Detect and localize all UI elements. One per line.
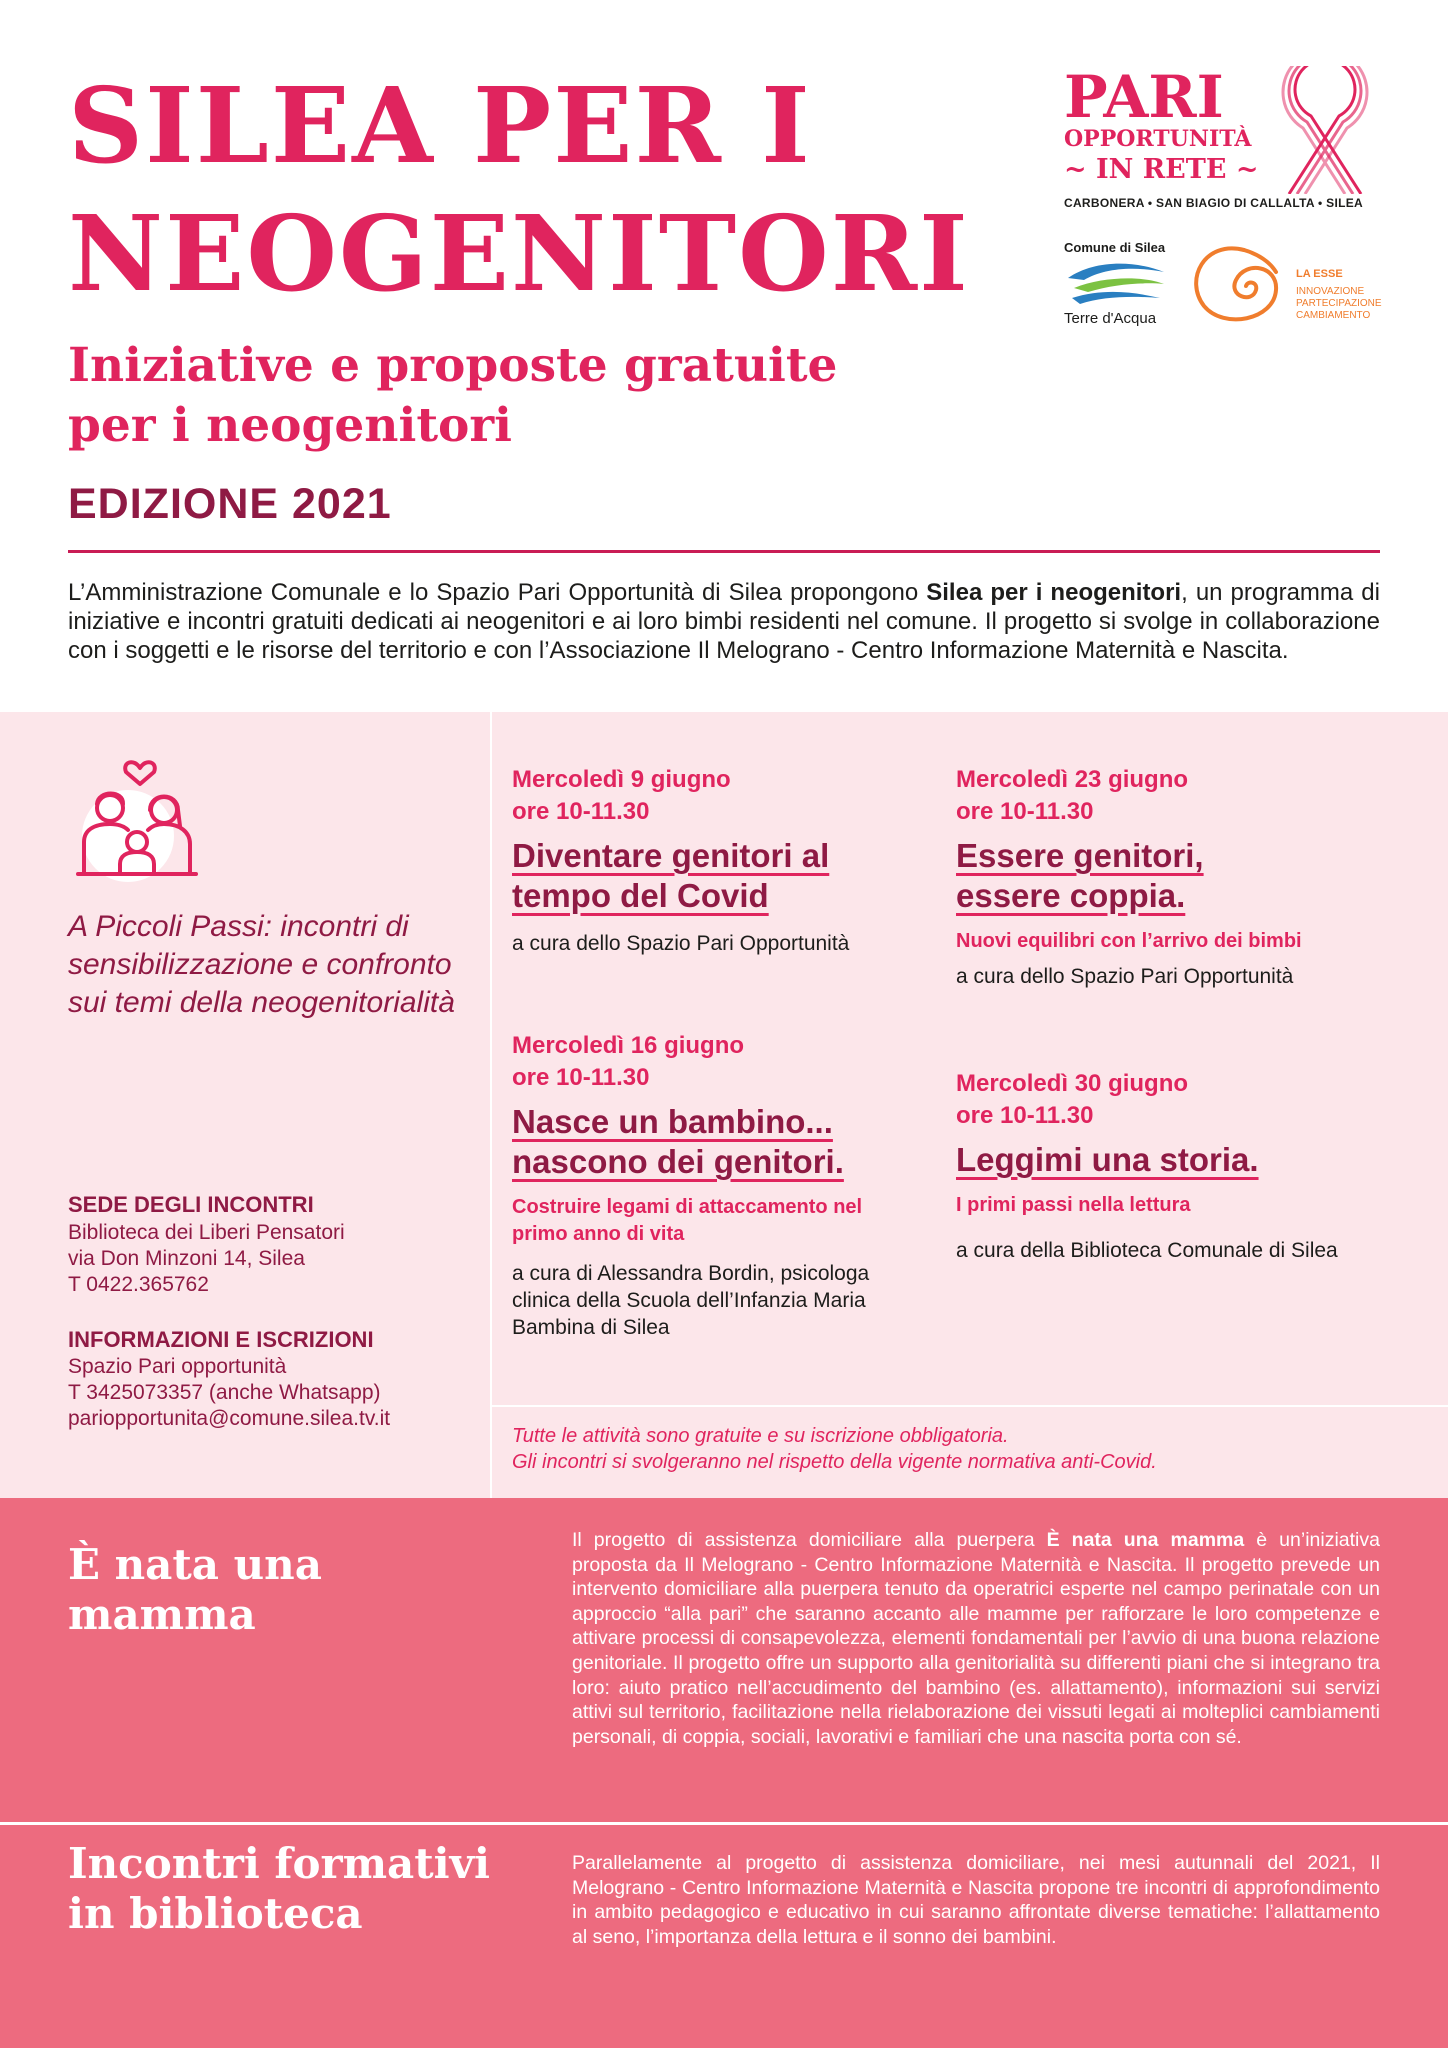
event-card xyxy=(956,1068,1376,1264)
event-time: ore 10-11.30 xyxy=(956,1102,1094,1129)
info-email-link[interactable]: pariopportunita@comune.silea.tv.it xyxy=(68,1407,391,1430)
event-organizer: a cura della Biblioteca Comunale di Silea xyxy=(956,1239,1338,1262)
event-card xyxy=(956,764,1376,990)
event-organizer: a cura dello Spazio Pari Opportunità xyxy=(956,965,1294,988)
terre-acqua-icon xyxy=(1064,258,1168,306)
event-date: Mercoledì 30 giugno xyxy=(956,1070,1189,1097)
event-time: ore 10-11.30 xyxy=(512,1064,650,1091)
event-title xyxy=(956,836,1376,916)
pari-word: PARI xyxy=(1064,63,1224,131)
note-line: Tutte le attività sono gratuite e su iscrizione obbligatoria. xyxy=(512,1425,1009,1447)
event-title-line: tempo del Covid xyxy=(512,877,769,914)
info-details xyxy=(68,1354,390,1432)
info-phone[interactable]: T 3425073357 (anche Whatsapp) xyxy=(68,1381,381,1404)
section-body: Parallelamente al progetto di assistenza domiciliare, nei mesi autunnali del 2021, Il Melograno - Centro Informazione Maternità e Nascita propone tre incontri di approfondimento in ambito pedagogico e educativo in cui saranno affrontate diverse tematiche: l’allattamento al seno, l’importanza della lettura e il sonno dei bambini. xyxy=(572,1852,1380,1948)
pari-opportunita-logo xyxy=(1064,63,1380,216)
event-organizer: a cura di Alessandra Bordin, psicologa clinica della Scuola dell’Infanzia Maria Bambina di Silea xyxy=(512,1262,870,1339)
event-date: Mercoledì 23 giugno xyxy=(956,766,1189,793)
event-date: Mercoledì 16 giugno xyxy=(512,1032,745,1059)
intro-text-before: L’Amministrazione Comunale e lo Spazio Pari Opportunità di Silea propongono xyxy=(68,579,927,606)
event-card xyxy=(512,1030,932,1341)
section-title xyxy=(68,1839,490,1939)
event-date: Mercoledì 9 giugno xyxy=(512,766,731,793)
page-subtitle xyxy=(68,336,837,456)
event-title-line: nascono dei genitori. xyxy=(512,1143,844,1180)
title-line-1: SILEA PER I xyxy=(68,64,812,187)
section-title-line: in biblioteca xyxy=(68,1889,363,1938)
event-title-line: Leggimi una storia. xyxy=(956,1141,1259,1178)
info-line: Spazio Pari opportunità xyxy=(68,1355,287,1378)
section-title xyxy=(68,1540,322,1640)
section-title-line: Incontri formativi xyxy=(68,1839,490,1888)
section-title-line: mamma xyxy=(68,1590,256,1639)
section-body-before: Il progetto di assistenza domiciliare alla puerpera xyxy=(572,1529,1047,1551)
event-title-line: Nasce un bambino... xyxy=(512,1103,833,1140)
event-title xyxy=(512,1102,932,1182)
event-title-line: Essere genitori, xyxy=(956,837,1204,874)
section-title-line: È nata una xyxy=(68,1540,322,1589)
section-incontri-biblioteca xyxy=(0,1825,1448,2048)
event-title-line: essere coppia. xyxy=(956,877,1186,914)
pari-opportunita-word: OPPORTUNITÀ xyxy=(1064,126,1252,152)
la-esse-logo xyxy=(1184,240,1384,330)
ribbon-icon xyxy=(1269,66,1381,194)
intro-paragraph xyxy=(68,578,1380,665)
subtitle-line-1: Iniziative e proposte gratuite xyxy=(68,338,838,393)
sede-line: Biblioteca dei Liberi Pensatori xyxy=(68,1221,345,1244)
pari-towns: CARBONERA • SAN BIAGIO DI CALLALTA • SILEA xyxy=(1064,196,1363,210)
event-title-line: Diventare genitori al xyxy=(512,837,830,874)
edition-label: EDIZIONE 2021 xyxy=(68,480,392,528)
section-body xyxy=(572,1528,1380,1749)
info-heading: INFORMAZIONI E ISCRIZIONI xyxy=(68,1327,374,1352)
esse-tagline: INNOVAZIONE PARTECIPAZIONE CAMBIAMENTO xyxy=(1296,286,1382,321)
pari-in-rete-word: ~ IN RETE ~ xyxy=(1064,154,1259,185)
event-time: ore 10-11.30 xyxy=(512,798,650,825)
event-card xyxy=(512,764,932,957)
esse-name: LA ESSE xyxy=(1296,268,1343,280)
family-heart-icon xyxy=(68,754,198,884)
spiral-icon xyxy=(1184,240,1292,326)
event-title xyxy=(512,836,932,916)
comune-silea-logo xyxy=(1064,240,1184,330)
comune-subtitle: Terre d'Acqua xyxy=(1064,310,1157,327)
event-subtitle: Nuovi equilibri con l’arrivo dei bimbi xyxy=(956,930,1302,952)
note-line: Gli incontri si svolgeranno nel rispetto della vigente normativa anti-Covid. xyxy=(512,1451,1157,1473)
piccoli-passi-text: A Piccoli Passi: incontri di sensibilizzazione e confronto sui temi della neogenitorialità xyxy=(68,910,455,1019)
section-body-after: è un’iniziativa proposta da Il Melograno - Centro Informazione Maternità e Nascita. Il progetto prevede un intervento domiciliare alla puerpera tenuto da operatrici esperte nel campo perinatale con un approccio “alla pari” che saranno accanto alle mamme per rafforzare le loro competenze e attivare processi di consapevolezza, elementi fondamentali per l’avvio di una buona relazione genitoriale. Il progetto offre un supporto alla genitorialità su differenti piani che si integrano tra loro: aiuto pratico nell’accudimento del bambino (es. allattamento), informazioni sui servizi attivi sul territorio, facilitazione nella rielaborazione dei vissuti legati ai molteplici cambiamenti personali, di coppia, sociali, lavorativi e familiari che una nascita porta con sé. xyxy=(572,1529,1380,1748)
section-nata-mamma xyxy=(0,1498,1448,1822)
event-title xyxy=(956,1140,1376,1180)
page-title xyxy=(68,62,970,318)
comune-name: Comune di Silea xyxy=(1064,240,1166,255)
panel-horizontal-divider xyxy=(492,1405,1448,1407)
sede-heading: SEDE DEGLI INCONTRI xyxy=(68,1192,314,1217)
subtitle-line-2: per i neogenitori xyxy=(68,398,512,453)
sede-line: via Don Minzoni 14, Silea xyxy=(68,1247,305,1270)
panel-vertical-divider xyxy=(490,712,492,1498)
event-organizer: a cura dello Spazio Pari Opportunità xyxy=(512,932,850,955)
title-line-2: NEOGENITORI xyxy=(68,192,970,315)
activities-note xyxy=(512,1423,1412,1475)
sede-phone[interactable]: T 0422.365762 xyxy=(68,1273,209,1296)
section-body-bold: È nata una mamma xyxy=(1046,1529,1245,1551)
intro-text-bold: Silea per i neogenitori xyxy=(926,579,1182,606)
sede-details xyxy=(68,1220,345,1298)
event-subtitle: Costruire legami di attaccamento nel primo anno di vita xyxy=(512,1196,863,1245)
event-subtitle: I primi passi nella lettura xyxy=(956,1194,1191,1216)
intro-text-after: , un programma di iniziative e incontri gratuiti dedicati ai neogenitori e ai loro bimbi residenti nel comune. Il progetto si svolge in collaborazione con i soggetti e le risorse del territorio e con l’Associazione Il Melograno - Centro Informazione Maternità e Nascita. xyxy=(68,579,1380,664)
header-divider xyxy=(68,550,1380,553)
event-time: ore 10-11.30 xyxy=(956,798,1094,825)
